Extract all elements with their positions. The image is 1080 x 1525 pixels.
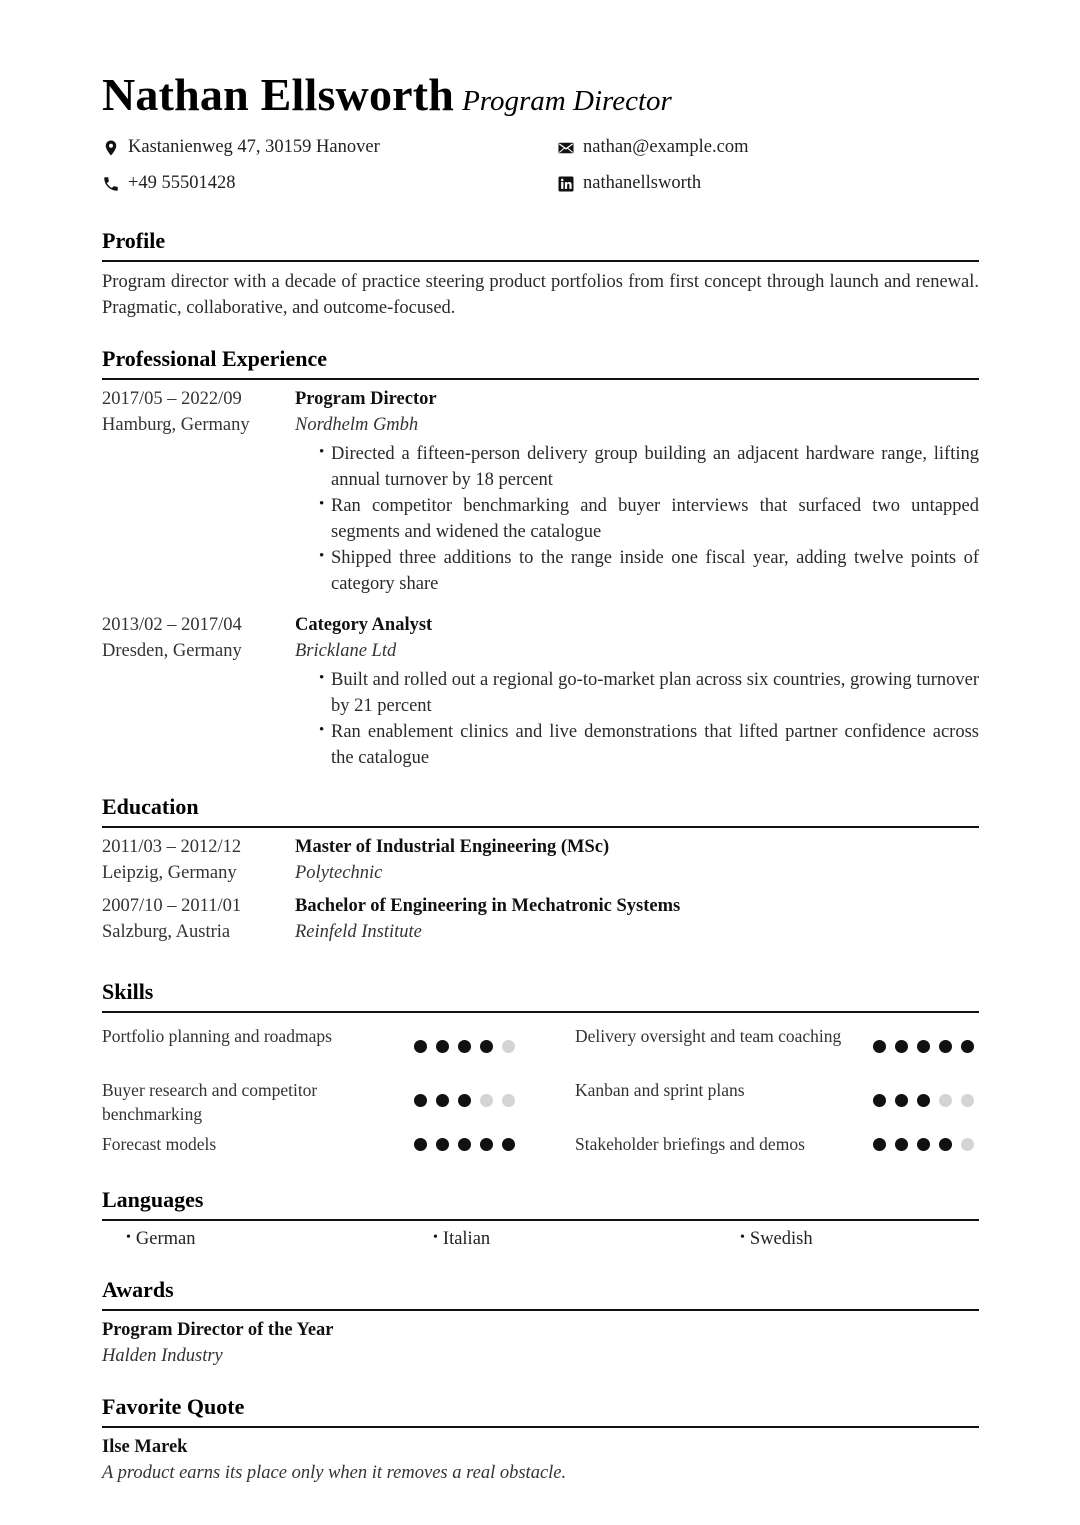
skill-dot-empty (961, 1094, 974, 1107)
experience-role: Category Analyst (295, 615, 433, 635)
linkedin-icon (557, 175, 575, 193)
experience-heading: Professional Experience (102, 346, 328, 371)
resume-header (102, 68, 672, 121)
skill-rating (873, 1040, 974, 1053)
skill-dot-empty (502, 1040, 515, 1053)
languages-divider (102, 1219, 979, 1221)
experience-dates: 2017/05 – 2022/09 (102, 389, 242, 409)
skill-dot-filled (873, 1040, 886, 1053)
skill-dot-filled (480, 1138, 493, 1151)
skill-rating (873, 1094, 974, 1107)
profile-divider (102, 260, 979, 262)
award-issuer: Halden Industry (102, 1346, 223, 1366)
skill-dot-filled (480, 1040, 493, 1053)
experience-bullet: • Built and rolled out a regional go-to-market plan across six countries, growing turnover by 21 percent (319, 667, 979, 719)
education-school: Polytechnic (295, 863, 383, 883)
skill-dot-filled (917, 1040, 930, 1053)
experience-company: Nordhelm Gmbh (295, 415, 419, 435)
education-dates: 2011/03 – 2012/12 (102, 837, 242, 857)
skill-dot-filled (917, 1138, 930, 1151)
quote-text: A product earns its place only when it removes a real obstacle. (102, 1463, 567, 1483)
linkedin-text[interactable]: nathanellsworth (583, 173, 702, 193)
awards-divider (102, 1309, 979, 1311)
skill-dot-filled (458, 1040, 471, 1053)
education-dates: 2007/10 – 2011/01 (102, 896, 242, 916)
skill-dot-filled (458, 1138, 471, 1151)
skills-heading: Skills (102, 979, 154, 1004)
skill-rating (414, 1138, 515, 1151)
skill-name: Kanban and sprint plans (575, 1080, 745, 1100)
contact-phone (102, 173, 236, 194)
location-pin-icon (102, 139, 120, 157)
education-location: Salzburg, Austria (102, 922, 231, 942)
experience-dates: 2013/02 – 2017/04 (102, 615, 242, 635)
quote-heading: Favorite Quote (102, 1394, 245, 1419)
skill-dot-filled (436, 1040, 449, 1053)
skill-rating (414, 1040, 515, 1053)
experience-divider (102, 378, 979, 380)
profile-text: Program director with a decade of practice steering product portfolios from first concept through launch and renewal. Pragmatic, collaborative, and outcome-focused. (102, 272, 979, 318)
contact-address (102, 137, 380, 158)
experience-bullet: • Ran enablement clinics and live demonstrations that lifted partner confidence across the catalogue (319, 719, 979, 771)
language-item: • German (126, 1229, 196, 1250)
quote-author: Ilse Marek (102, 1437, 188, 1457)
skill-dot-filled (414, 1094, 427, 1107)
skill-dot-filled (414, 1040, 427, 1053)
experience-location: Dresden, Germany (102, 641, 242, 661)
skill-name: Stakeholder briefings and demos (575, 1134, 805, 1154)
email-text[interactable]: nathan@example.com (583, 137, 749, 157)
education-divider (102, 826, 979, 828)
skill-dot-filled (895, 1094, 908, 1107)
awards-heading: Awards (102, 1277, 174, 1302)
education-degree: Bachelor of Engineering in Mechatronic Systems (295, 896, 681, 916)
skill-dot-filled (895, 1138, 908, 1151)
candidate-name: Nathan Ellsworth (102, 69, 455, 120)
skill-dot-filled (873, 1138, 886, 1151)
phone-icon (102, 175, 120, 193)
education-degree: Master of Industrial Engineering (MSc) (295, 837, 610, 857)
skill-dot-filled (939, 1138, 952, 1151)
experience-location: Hamburg, Germany (102, 415, 250, 435)
skill-name: Buyer research and competitor benchmarking (102, 1080, 318, 1124)
skill-dot-filled (414, 1138, 427, 1151)
skill-name: Portfolio planning and roadmaps (102, 1026, 332, 1046)
skill-name: Delivery oversight and team coaching (575, 1026, 842, 1046)
contact-email[interactable] (557, 137, 749, 158)
education-location: Leipzig, Germany (102, 863, 237, 883)
skill-dot-empty (480, 1094, 493, 1107)
language-item: • Italian (433, 1229, 490, 1250)
quote-divider (102, 1426, 979, 1428)
skill-dot-filled (502, 1138, 515, 1151)
skill-dot-empty (502, 1094, 515, 1107)
languages-heading: Languages (102, 1187, 204, 1212)
experience-bullet: • Shipped three additions to the range inside one fiscal year, adding twelve points of category share (319, 545, 979, 597)
envelope-icon (557, 139, 575, 157)
experience-role: Program Director (295, 389, 437, 409)
skills-divider (102, 1011, 979, 1013)
skill-dot-filled (939, 1040, 952, 1053)
skill-dot-filled (873, 1094, 886, 1107)
skill-rating (414, 1094, 515, 1107)
skill-dot-filled (436, 1138, 449, 1151)
experience-bullet: • Directed a fifteen-person delivery group building an adjacent hardware range, lifting annual turnover by 18 percent (319, 441, 979, 493)
candidate-title: Program Director (462, 85, 672, 117)
skill-name: Forecast models (102, 1134, 217, 1154)
skill-dot-filled (436, 1094, 449, 1107)
skill-dot-filled (895, 1040, 908, 1053)
education-school: Reinfeld Institute (295, 922, 422, 942)
phone-text: +49 55501428 (128, 173, 236, 193)
profile-heading: Profile (102, 228, 166, 253)
experience-bullets (319, 441, 979, 597)
education-heading: Education (102, 794, 199, 819)
language-item: • Swedish (740, 1229, 813, 1250)
award-title: Program Director of the Year (102, 1320, 334, 1340)
contact-linkedin[interactable] (557, 173, 701, 194)
experience-bullet: • Ran competitor benchmarking and buyer interviews that surfaced two untapped segments and widened the catalogue (319, 493, 979, 545)
skill-dot-filled (458, 1094, 471, 1107)
experience-bullets (319, 667, 979, 771)
address-text: Kastanienweg 47, 30159 Hanover (128, 137, 380, 157)
experience-company: Bricklane Ltd (295, 641, 397, 661)
skill-dot-filled (961, 1040, 974, 1053)
skill-dot-filled (917, 1094, 930, 1107)
skill-dot-empty (961, 1138, 974, 1151)
skill-rating (873, 1138, 974, 1151)
skill-dot-empty (939, 1094, 952, 1107)
